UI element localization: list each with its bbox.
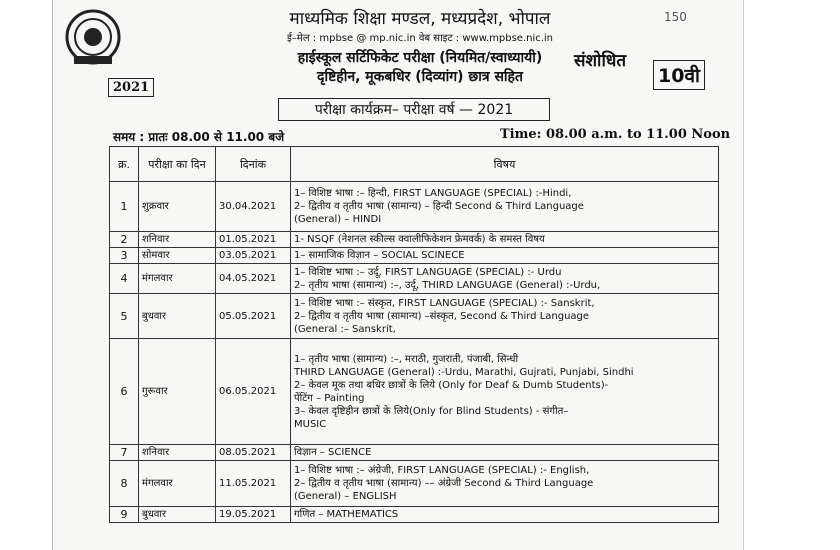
- table-row: [110, 445, 719, 461]
- class-badge: 10वी: [653, 60, 705, 90]
- row-date: 03.05.2021: [216, 248, 291, 264]
- row-number: 6: [110, 339, 139, 445]
- row-subject: [291, 294, 719, 339]
- subject-line: 1– तृतीय भाषा (सामान्य) :–, मराठी, गुजराती, पंजाबी, सिन्धी: [294, 353, 519, 365]
- row-number: 3: [110, 248, 139, 264]
- header-subject: विषय: [291, 147, 719, 182]
- row-date: 01.05.2021: [216, 232, 291, 248]
- row-subject: [291, 232, 719, 248]
- subject-line: (General :– Sanskrit,: [294, 323, 396, 335]
- revised-label: संशोधित: [574, 51, 627, 71]
- subject-line: 2– द्वितीय व तृतीय भाषा (सामान्य) –– अंग्रेजी Second & Third Language: [294, 478, 594, 489]
- org-title: माध्यमिक शिक्षा मण्डल, मध्यप्रदेश, भोपाल: [289, 9, 551, 29]
- table-row: [110, 248, 719, 264]
- table-header-row: [110, 147, 719, 182]
- table-row: [110, 294, 719, 339]
- row-number: 4: [110, 264, 139, 294]
- row-day: शुक्रवार: [139, 182, 216, 232]
- row-date: 19.05.2021: [216, 507, 291, 523]
- row-subject: [291, 248, 719, 264]
- header-no: क्र.: [110, 147, 139, 182]
- subject-line: 1– विशिष्ट भाषा :– संस्कृत, FIRST LANGUAGE (SPECIAL) :- Sanskrit,: [294, 297, 595, 309]
- row-date: 11.05.2021: [216, 461, 291, 507]
- row-number: 7: [110, 445, 139, 461]
- row-number: 5: [110, 294, 139, 339]
- subject-line: 2– केवल मूक तथा बधिर छात्रों के लिये (Only for Deaf & Dumb Students)-: [294, 379, 609, 391]
- subject-line: 1– विशिष्ट भाषा :– उर्दू, FIRST LANGUAGE (SPECIAL) :- Urdu: [294, 266, 562, 278]
- row-number: 1: [110, 182, 139, 232]
- row-day: मंगलवार: [139, 461, 216, 507]
- row-date: 08.05.2021: [216, 445, 291, 461]
- row-number: 9: [110, 507, 139, 523]
- subject-line: 2– तृतीय भाषा (सामान्य) :–, उर्दू, THIRD LANGUAGE (General) :-Urdu,: [294, 279, 601, 291]
- subject-line: 1– विशिष्ट भाषा :– हिन्दी, FIRST LANGUAGE (SPECIAL) :-Hindi,: [294, 188, 572, 199]
- exam-schedule-table: [109, 146, 719, 523]
- row-date: 06.05.2021: [216, 339, 291, 445]
- table-row: [110, 507, 719, 523]
- subject-line: विज्ञान – SCIENCE: [294, 447, 372, 458]
- row-number: 2: [110, 232, 139, 248]
- row-day: मंगलवार: [139, 264, 216, 294]
- subject-line: 1- NSQF (नेशनल स्कील्स क्वालीफिकेशन फ्रेमवर्क) के समस्त विषय: [294, 234, 545, 245]
- row-subject: [291, 264, 719, 294]
- row-day: बुधवार: [139, 507, 216, 523]
- row-date: 05.05.2021: [216, 294, 291, 339]
- subject-line: 3– केवल दृष्टिहीन छात्रों के लिये(Only for Blind Students) - संगीत–: [294, 405, 569, 417]
- subject-line: 1– विशिष्ट भाषा :– अंग्रेजी, FIRST LANGUAGE (SPECIAL) :- English,: [294, 465, 590, 476]
- subject-line: (General) – ENGLISH: [294, 491, 397, 502]
- table-row: [110, 232, 719, 248]
- row-day: सोमवार: [139, 248, 216, 264]
- row-subject: [291, 461, 719, 507]
- row-subject: [291, 339, 719, 445]
- table-row: [110, 264, 719, 294]
- row-day: शनिवार: [139, 445, 216, 461]
- subject-line: THIRD LANGUAGE (General) :-Urdu, Marathi, Gujrati, Punjabi, Sindhi: [294, 366, 634, 378]
- row-subject: [291, 445, 719, 461]
- row-number: 8: [110, 461, 139, 507]
- program-title: परीक्षा कार्यक्रम– परीक्षा वर्ष — 2021: [278, 98, 550, 121]
- row-day: शनिवार: [139, 232, 216, 248]
- row-subject: [291, 182, 719, 232]
- subject-line: 2– द्वितीय व तृतीय भाषा (सामान्य) –संस्कृत, Second & Third Language: [294, 310, 590, 322]
- exam-subtitle: दृष्टिहीन, मूकबधिर (दिव्यांग) छात्र सहित: [317, 69, 523, 85]
- subject-line: पेंटिंग – Painting: [294, 392, 365, 404]
- year-box: 2021: [108, 78, 154, 97]
- time-hindi: समय : प्रातः 08.00 से 11.00 बजे: [113, 130, 285, 144]
- table-row: [110, 461, 719, 507]
- row-day: गुरूवार: [139, 339, 216, 445]
- exam-title: हाईस्कूल सर्टिफिकेट परीक्षा (नियमित/स्वाध्यायी): [297, 50, 543, 66]
- subject-line: 2– द्वितीय व तृतीय भाषा (सामान्य) – हिन्दी Second & Third Language: [294, 201, 584, 212]
- time-english: Time: 08.00 a.m. to 11.00 Noon: [500, 127, 731, 142]
- table-row: [110, 339, 719, 445]
- row-subject: [291, 507, 719, 523]
- row-date: 30.04.2021: [216, 182, 291, 232]
- org-contact: ई–मेल : mpbse @ mp.nic.in वेब साइट : www.mpbse.nic.in: [286, 33, 554, 44]
- row-date: 04.05.2021: [216, 264, 291, 294]
- subject-line: (General) – HINDI: [294, 214, 382, 225]
- row-day: बुधवार: [139, 294, 216, 339]
- subject-line: 1– सामाजिक विज्ञान – SOCIAL SCINECE: [294, 250, 465, 261]
- header-day: परीक्षा का दिन: [139, 147, 216, 182]
- subject-line: MUSIC: [294, 418, 327, 430]
- table-row: [110, 182, 719, 232]
- subject-line: गणित – MATHEMATICS: [294, 509, 399, 520]
- anniversary-mark: 150: [664, 10, 687, 24]
- header-date: दिनांक: [216, 147, 291, 182]
